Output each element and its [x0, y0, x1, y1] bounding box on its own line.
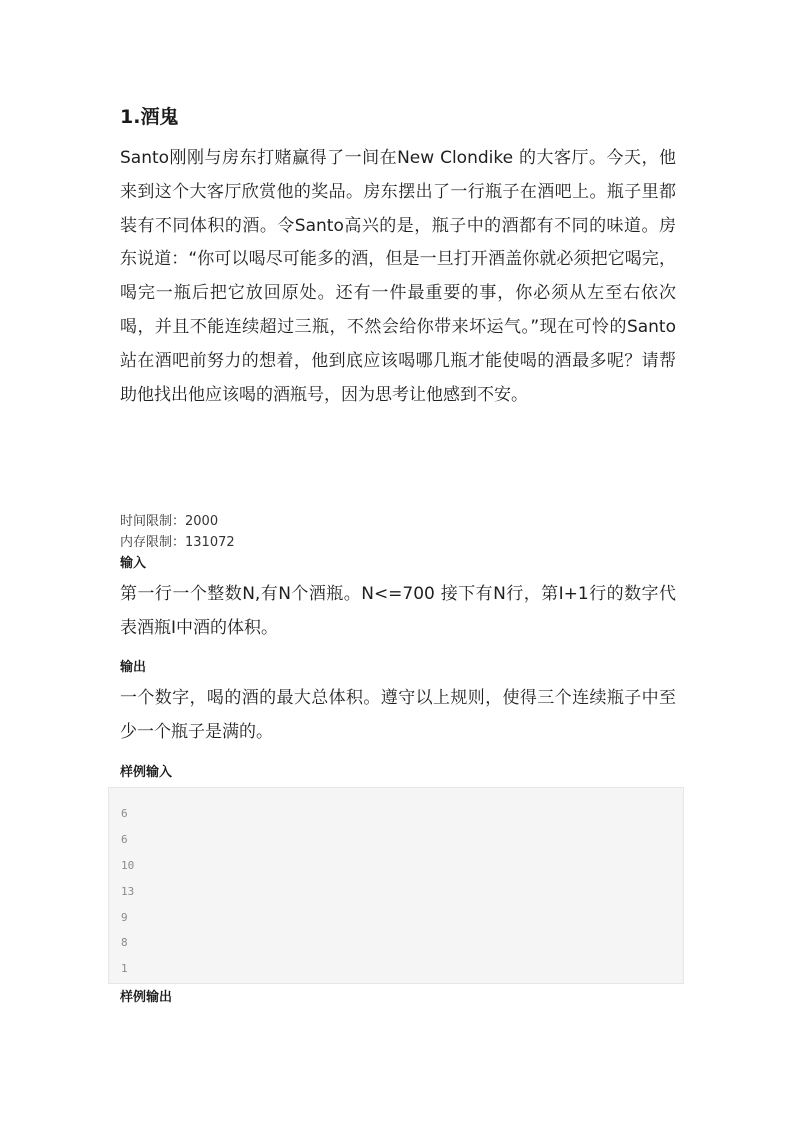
time-limit: 时间限制：2000 — [120, 514, 219, 529]
input-description: 第一行一个整数N,有N个酒瓶。N<=700 接下有N行，第I+1行的数字代表酒瓶I中酒的体积。 — [120, 584, 676, 638]
sample-input-line: 9 — [121, 910, 128, 924]
sample-input-line: 6 — [121, 832, 128, 846]
sample-output-heading: 样例输出 — [120, 990, 173, 1005]
output-description: 一个数字，喝的酒的最大总体积。遵守以上规则，使得三个连续瓶子中至少一个瓶子是满的。 — [120, 688, 676, 742]
sample-input-lines — [109, 788, 683, 982]
sample-input-line: 8 — [121, 936, 128, 950]
sample-input-box — [108, 787, 684, 984]
problem-title: 1.酒鬼 — [120, 106, 179, 128]
input-heading: 输入 — [120, 556, 147, 571]
sample-input-heading: 样例输入 — [120, 765, 173, 780]
output-heading: 输出 — [120, 660, 147, 675]
sample-input-line: 6 — [121, 807, 128, 820]
problem-description: Santo刚刚与房东打赌赢得了一间在New Clondike 的大客厅。今天，他来到这个大客厅欣赏他的奖品。房东摆出了一行瓶子在酒吧上。瓶子里都装有不同体积的酒。令Santo高兴的是，瓶子中的酒都有不同的味道。房东说道：“你可以喝尽可能多的酒，但是一旦打开酒盖你就必须把它喝完，喝完一瓶后把它放回原处。还有一件最重要的事，你必须从左至右依次喝，并且不能连续超过三瓶，不然会给你带来坏运气。”现在可怜的Santo站在酒吧前努力的想着，他到底应该喝哪几瓶才能使喝的酒最多呢？请帮助他找出他应该喝的酒瓶号，因为思考让他感到不安。 — [120, 148, 676, 405]
sample-input-line: 13 — [121, 884, 135, 898]
memory-limit: 内存限制：131072 — [120, 535, 235, 550]
sample-input-line: 10 — [121, 858, 135, 872]
sample-input-line: 1 — [121, 962, 128, 976]
